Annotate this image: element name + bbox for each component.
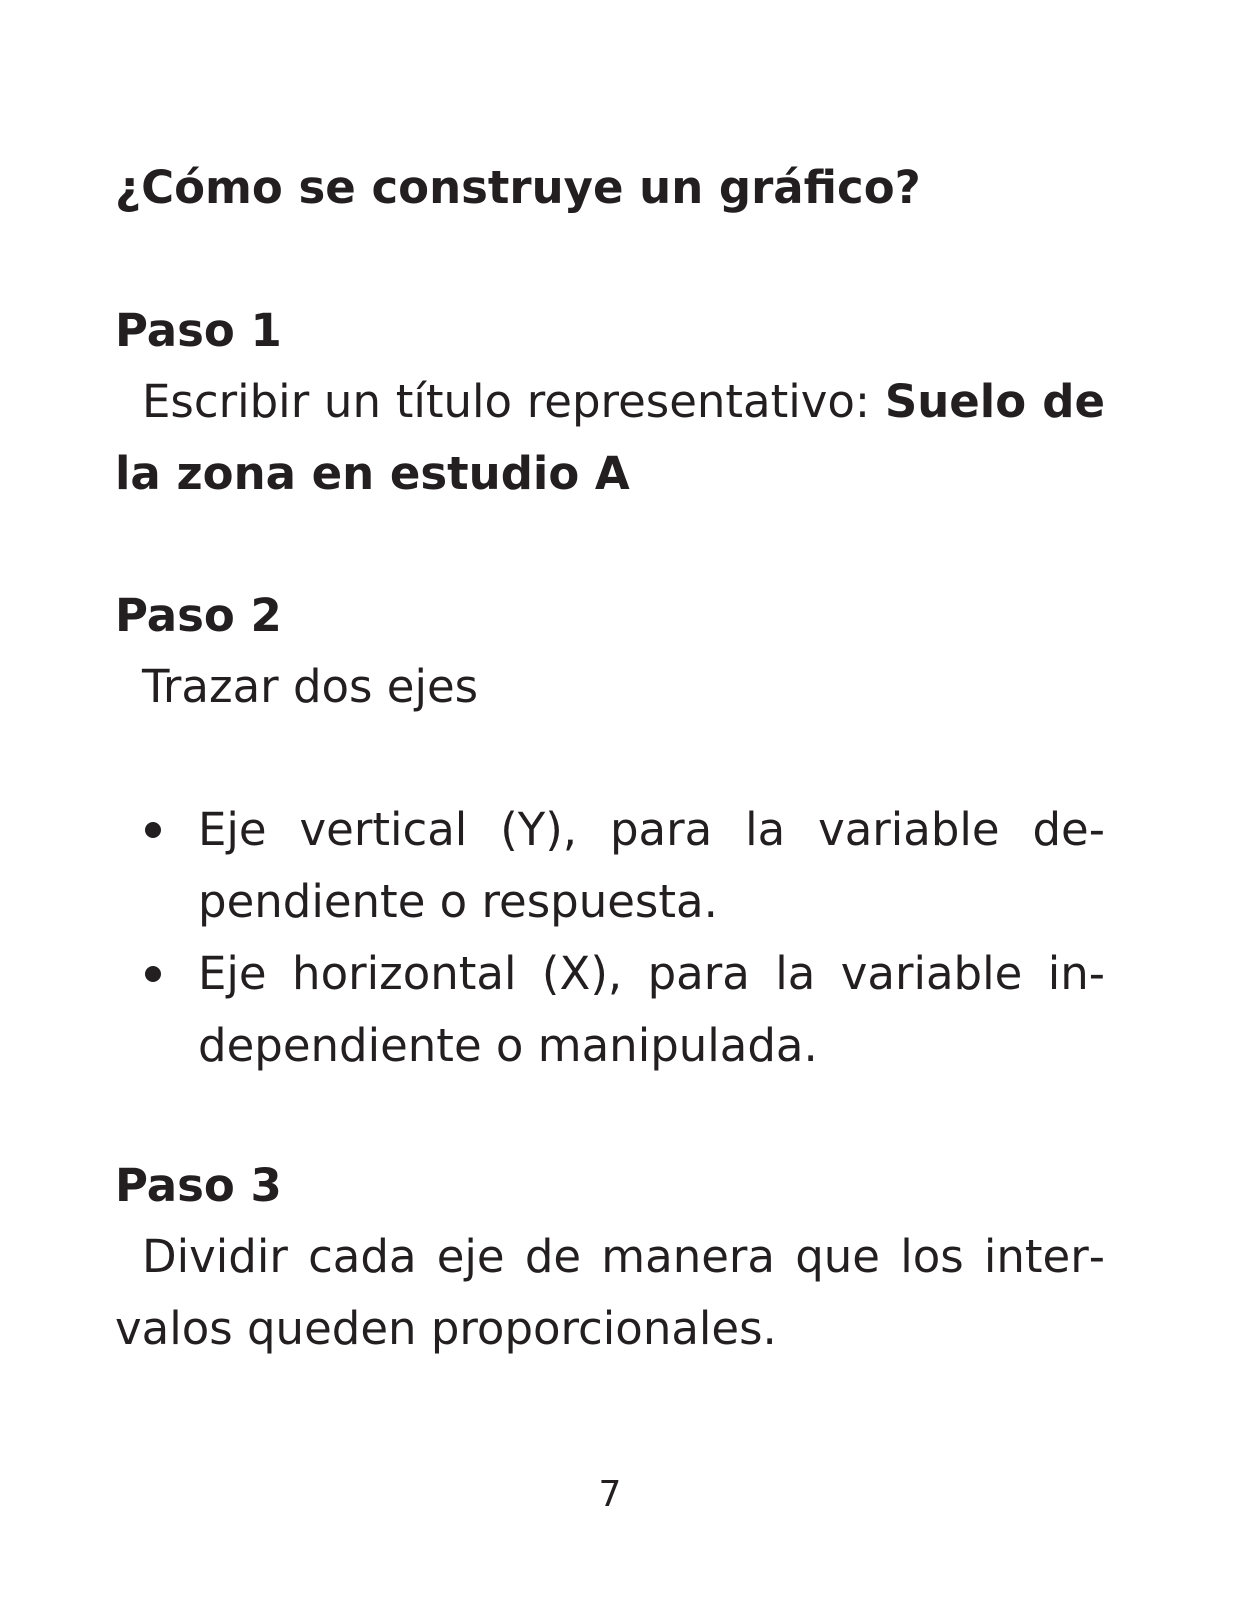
step-1-heading: Paso 1 <box>115 304 282 357</box>
document-page <box>115 0 1105 1600</box>
step-1-text <box>115 366 1105 510</box>
axis-x-description: Eje horizontal (X), para la variable independiente o manipulada. <box>198 947 1105 1072</box>
bullet-icon <box>145 822 161 838</box>
step-3-text: Dividir cada eje de manera que los intervalos queden proporcionales. <box>115 1230 1105 1355</box>
step-2-heading: Paso 2 <box>115 589 282 642</box>
step-1-instruction: Escribir un título representativo: <box>142 375 871 428</box>
page-title: ¿Cómo se construye un gráfico? <box>115 161 921 214</box>
list-item <box>115 794 1105 938</box>
step-1-example-title: Suelo de la zona en estudio A <box>115 375 1105 500</box>
list-item <box>115 938 1105 1082</box>
page-number: 7 <box>598 1474 622 1515</box>
axes-list <box>115 794 1105 1082</box>
step-3-heading: Paso 3 <box>115 1159 282 1212</box>
bullet-icon <box>145 966 161 982</box>
axis-y-description: Eje vertical (Y), para la variable dependiente o respuesta. <box>198 803 1105 928</box>
step-2-text: Trazar dos ejes <box>142 660 479 713</box>
